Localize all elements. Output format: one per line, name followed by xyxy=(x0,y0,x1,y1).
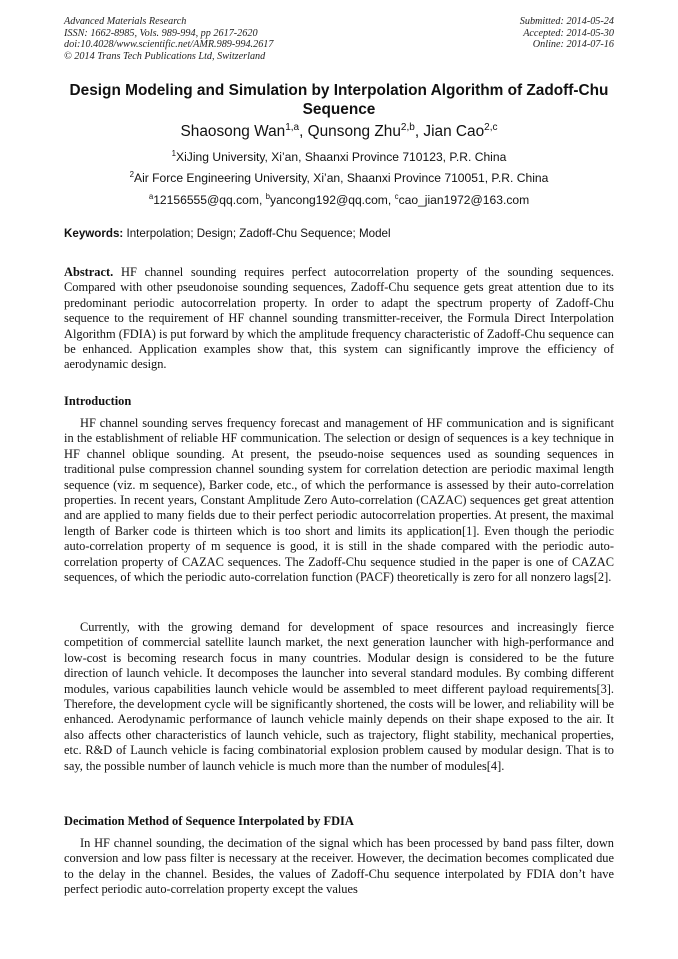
author-sup: 2,b xyxy=(400,121,415,133)
affiliation-text: Air Force Engineering University, Xi’an, Shaanxi Province 710051, P.R. China xyxy=(134,171,549,185)
submitted-date: Submitted: 2014-05-24 xyxy=(519,16,614,27)
keywords-text: Interpolation; Design; Zadoff-Chu Sequence; Model xyxy=(126,227,391,240)
paper-title: Design Modeling and Simulation by Interpolation Algorithm of Zadoff-Chu Sequence xyxy=(69,82,609,118)
abstract xyxy=(64,265,614,373)
issn-line: ISSN: 1662-8985, Vols. 989-994, pp 2617-2620 xyxy=(64,27,258,39)
journal-name: Advanced Materials Research xyxy=(64,16,187,27)
author-list: Shaosong Wan$^{1,a}$, Qunsong Zhu$^{2,b}$, Jian Cao$^{2,c}$ xyxy=(180,121,498,140)
journal-header xyxy=(64,16,273,62)
email-address[interactable]: yancong192@qq.com xyxy=(270,193,388,207)
email-line: $^a$12156555@qq.com, $^b$yancong192@qq.com, $^c$cao_jian1972@163.com xyxy=(148,191,530,207)
online-date: Online: 2014-07-16 xyxy=(532,39,614,51)
accepted-date: Accepted: 2014-05-30 xyxy=(523,27,614,39)
email-address[interactable]: cao_jian1972@163.com xyxy=(398,193,530,207)
copyright-line: © 2014 Trans Tech Publications Ltd, Switzerland xyxy=(64,50,266,62)
affiliation-2 xyxy=(64,171,614,185)
affiliation-1 xyxy=(64,150,614,164)
section-heading-introduction: Introduction xyxy=(64,394,132,408)
keywords xyxy=(64,227,614,241)
author-sup: 1,a xyxy=(285,121,300,133)
affiliation-sup: 1 xyxy=(171,148,177,158)
author-name: Shaosong Wan xyxy=(180,123,286,140)
affiliation-sup: 2 xyxy=(129,169,135,179)
keywords-label: Keywords: xyxy=(64,227,124,240)
dates-header xyxy=(520,16,614,51)
paragraph: HF channel sounding serves frequency forecast and management of HF communication and is significant in the establishment of reliable HF communication. The selection or design of sequences is a key technique in HF channel oblique sounding. At present, the pseudo-noise sequences used as sounding sequences in traditional pulse compression channel sounding system for correlation detection are periodic maximal length sequence (viz. m sequence), Barker code, etc., of which the performance is assessed by their auto-correlation properties. In recent years, Constant Amplitude Zero Auto-correlation (CAZAC) sequences get great attention and are applied to many fields due to their perfect periodic autocorrelation properties. At present, the maximal length of Barker code is thirteen which is too short and limits its application[1]. Even though the periodic auto-correlation property of m sequence is good, it is still in the shade compared with the periodic auto-correlation property of CAZAC sequences. The Zadoff-Chu sequence studied in the paper is one of CAZAC sequences, of which the periodic auto-correlation function (PACF) theoretically is zero for all nonzero lags[2]. xyxy=(64,416,614,585)
affiliation-text: XiJing University, Xi’an, Shaanxi Province 710123, P.R. China xyxy=(176,150,507,164)
email-sup: c xyxy=(394,191,399,201)
email-sup: a xyxy=(148,191,154,201)
doi-line: doi:10.4028/www.scientific.net/AMR.989-994.2617 xyxy=(64,39,274,51)
abstract-text: HF channel sounding requires perfect autocorrelation property of the sounding sequences. Compared with other pseudonoise sounding sequences, Zadoff-Chu sequence gets great attention due to its predominant periodic autocorrelation property. In order to adapt the spectrum property of Zadoff-Chu sequence to the requirement of HF channel sounding transmitter-receiver, the Formula Direct Interpolation Algorithm (FDIA) is put forward by which the amplitude frequency characteristic of Zadoff-Chu sequence can be enhanced. Application examples show that, this system can significantly improve the efficiency of aerodynamic design. xyxy=(64,265,614,372)
section-heading-decimation: Decimation Method of Sequence Interpolated by FDIA xyxy=(64,814,354,828)
author-name: Qunsong Zhu xyxy=(307,123,401,140)
abstract-label: Abstract. xyxy=(64,265,114,279)
author-sup: 2,c xyxy=(484,121,498,133)
author-name: Jian Cao xyxy=(423,123,485,140)
paragraph: In HF channel sounding, the decimation of the signal which has been processed by band pass filter, down conversion and low pass filter is necessary at the receiver. However, the decimation becomes complicated due to the delay in the channel. Besides, the values of Zadoff-Chu sequence interpolated by FDIA don’t have perfect periodic auto-correlation property except the values xyxy=(64,836,614,897)
email-address[interactable]: 12156555@qq.com xyxy=(153,193,259,207)
paragraph: Currently, with the growing demand for development of space resources and increasingly fierce competition of commercial satellite launch market, the next generation launcher with high-performance and low-cost is becoming research focus in many countries. Modular design is considered to be the future direction of launch vehicle. It decomposes the launcher into several standard modules. By combing different modules, various capabilities launch vehicle would be assembled to meet different payload requirements[3]. Therefore, the development cycle will be significantly shortened, the costs will be lower, and reliability will be enhanced. Aerodynamic performance of launch vehicle mainly depends on their shape exposed to the air. It also affects other characteristics of launch vehicle, such as trajectory, flight stability, mechanical properties, etc. R&D of Launch vehicle is facing combinatorial explosion problem caused by modular design. That is to say, the possible number of launch vehicle is much more than the number of modules[4]. xyxy=(64,620,614,773)
email-sup: b xyxy=(265,191,271,201)
